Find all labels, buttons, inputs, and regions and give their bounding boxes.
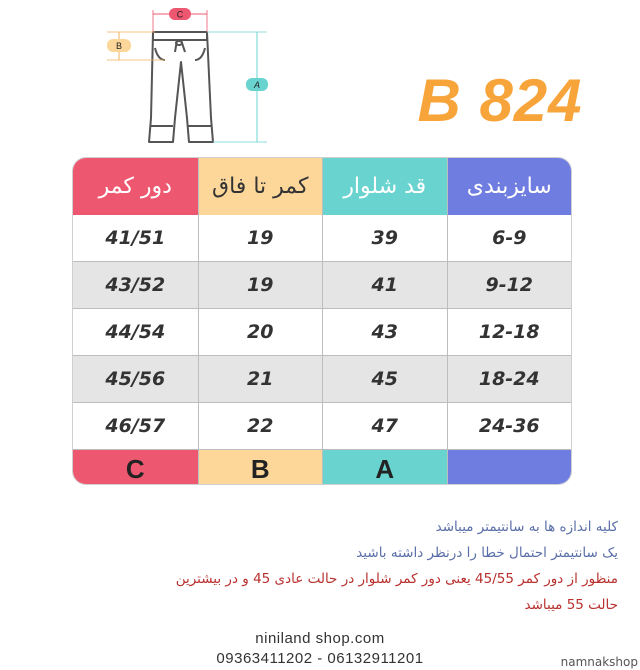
- table-header-row: [73, 158, 571, 215]
- phone-numbers: 09363411202 - 06132911201: [216, 650, 424, 667]
- cell-size: 12-18: [447, 309, 572, 356]
- cell-waist-to-crotch: 21: [198, 356, 323, 403]
- cell-size: 9-12: [447, 262, 572, 309]
- cell-pants-length: 45: [322, 356, 447, 403]
- header-size: سایزبندی: [447, 158, 572, 215]
- cell-waist: 41/51: [73, 215, 198, 262]
- cell-waist: 46/57: [73, 403, 198, 450]
- note-waist-explanation-cont: حالت 55 میباشد: [524, 597, 618, 613]
- cell-size: 18-24: [447, 356, 572, 403]
- cell-waist-to-crotch: 22: [198, 403, 323, 450]
- dimension-c-label: C: [176, 9, 184, 20]
- cell-waist-to-crotch: 19: [198, 262, 323, 309]
- cell-pants-length: 41: [322, 262, 447, 309]
- size-table: [72, 157, 572, 485]
- cell-waist-to-crotch: 20: [198, 309, 323, 356]
- table-row: [73, 356, 571, 403]
- table-footer-row: [73, 450, 571, 485]
- dimension-b-label: B: [115, 41, 123, 51]
- model-code: B 824: [417, 67, 583, 134]
- cell-waist: 43/52: [73, 262, 198, 309]
- notes: [30, 514, 618, 618]
- table-row: [73, 262, 571, 309]
- pants-diagram: [95, 0, 285, 160]
- table-row: [73, 215, 571, 262]
- pants-icon: [149, 32, 213, 142]
- table-row: [73, 403, 571, 450]
- cell-pants-length: 39: [322, 215, 447, 262]
- header-waist-to-crotch: کمر تا فاق: [198, 158, 323, 215]
- table-row: [73, 309, 571, 356]
- cell-waist: 45/56: [73, 356, 198, 403]
- cell-waist-to-crotch: 19: [198, 215, 323, 262]
- footer-b: B: [198, 450, 323, 485]
- note-waist-explanation: منظور از دور کمر 45/55 یعنی دور کمر شلوار در حالت عادی 45 و در بیشترین: [175, 571, 618, 587]
- watermark: namnakshop: [560, 655, 638, 669]
- cell-pants-length: 47: [322, 403, 447, 450]
- footer-c: C: [73, 450, 198, 485]
- cell-size: 24-36: [447, 403, 572, 450]
- cell-pants-length: 43: [322, 309, 447, 356]
- footer-size: [447, 450, 572, 485]
- footer-a: A: [322, 450, 447, 485]
- dimension-a-label: A: [253, 80, 261, 90]
- header-waist: دور کمر: [73, 158, 198, 215]
- cell-size: 6-9: [447, 215, 572, 262]
- note-tolerance: یک سانتیمتر احتمال خطا را درنظر داشته باشید: [356, 545, 618, 561]
- website: niniland shop.com: [255, 630, 385, 647]
- note-units: کلیه اندازه ها به سانتیمتر میباشد: [435, 519, 618, 535]
- cell-waist: 44/54: [73, 309, 198, 356]
- header-pants-length: قد شلوار: [322, 158, 447, 215]
